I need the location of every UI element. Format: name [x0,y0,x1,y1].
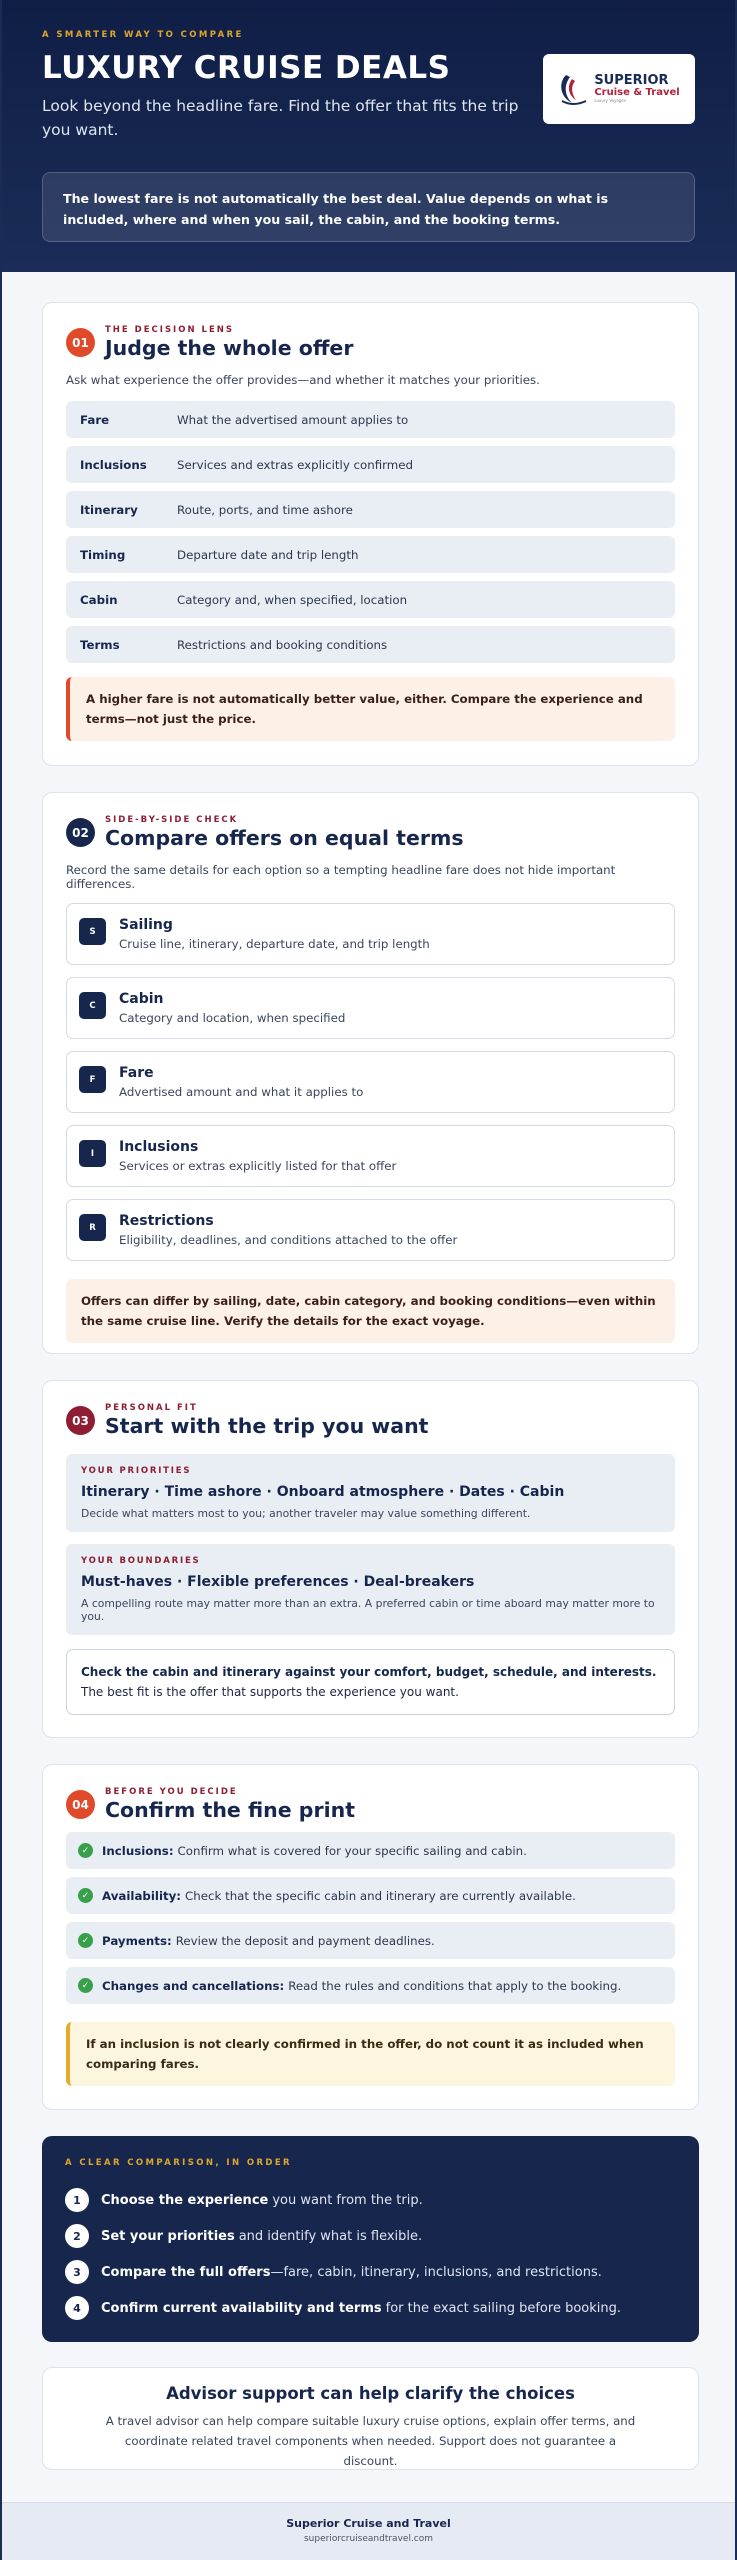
lens-text: Departure date and trip length [177,547,359,562]
compare-letter-badge: I [79,1140,106,1167]
priorities-title: Itinerary · Time ashore · Onboard atmosphere · Dates · Cabin [81,1484,565,1500]
compare-letter-badge: S [79,918,106,945]
lens-label: Timing [80,547,126,562]
lens-label: Itinerary [80,502,138,517]
section-title: Compare offers on equal terms [105,826,464,850]
check-label: Availability: [102,1888,182,1903]
step-item [65,2188,676,2212]
logo-text [594,74,679,104]
advisor-title: Advisor support can help clarify the choices [166,2384,575,2403]
section-intro: Ask what experience the offer provides—and whether it matches your priorities. [66,373,540,387]
boundaries-desc: A compelling route may matter more than an extra. A preferred cabin or time aboard may matter more to you. [81,1597,655,1623]
priorities-kicker: YOUR PRIORITIES [81,1466,192,1476]
footer [2,2502,735,2560]
compare-item [66,1051,675,1113]
section-kicker: PERSONAL FIT [105,1403,198,1413]
hero-callout: The lowest fare is not automatically the best deal. Value depends on what is included, where and when you sail, the cabin, and the booking terms. [42,172,695,242]
step-bold: Choose the experience [101,2192,269,2208]
boundaries-kicker: YOUR BOUNDARIES [81,1556,201,1566]
section-number-badge: 01 [66,328,95,357]
step-rest: you want from the trip. [272,2192,423,2208]
logo-line1: SUPERIOR [594,73,669,88]
fit-note-bold: Check the cabin and itinerary against your comfort, budget, schedule, and interests. [81,1665,657,1679]
section-number-badge: 04 [66,1790,95,1819]
section-header [66,1787,675,1822]
compare-list [66,903,675,1261]
lens-label: Inclusions [80,457,147,472]
lens-text: Services and extras explicitly confirmed [177,457,414,472]
logo-line3: Luxury Voyages [594,98,626,103]
section-header [66,325,675,360]
compare-letter-badge: F [79,1066,106,1093]
section-intro: Record the same details for each option so a tempting headline fare does not hide important differences. [66,863,616,891]
step-rest: for the exact sailing before booking. [385,2300,621,2316]
section-title: Judge the whole offer [105,336,354,360]
priorities-box [66,1454,675,1532]
compare-item [66,903,675,965]
lens-row [66,401,675,438]
advisor-text: A travel advisor can help compare suitable luxury cruise options, explain offer terms, and coordinate related travel components when needed. Support does not guarantee a discount. [105,2414,636,2468]
lens-label: Cabin [80,592,118,607]
compare-title: Fare [119,1065,154,1081]
priorities-desc: Decide what matters most to you; another traveler may value something different. [81,1507,531,1520]
fit-note [66,1649,675,1715]
lens-row [66,536,675,573]
checkmark-icon: ✓ [78,1843,93,1858]
steps-kicker: A CLEAR COMPARISON, IN ORDER [65,2158,293,2168]
checkmark-icon: ✓ [78,1978,93,1993]
fit-note-rest: The best fit is the offer that supports the experience you want. [81,1685,459,1699]
checkmark-icon: ✓ [78,1888,93,1903]
step-rest: —fare, cabin, itinerary, inclusions, and restrictions. [270,2264,602,2280]
check-row [66,1877,675,1914]
compare-item [66,1125,675,1187]
section-kicker: THE DECISION LENS [105,325,234,335]
boundaries-box [66,1544,675,1635]
section-header [66,815,675,850]
check-label: Payments: [102,1933,172,1948]
checklist [66,1832,675,2004]
offer-differences-note: Offers can differ by sailing, date, cabin category, and booking conditions—even within the same cruise line. Verify the details for the exact voyage. [66,1279,675,1343]
step-number: 2 [65,2224,89,2248]
check-row [66,1967,675,2004]
lens-row [66,581,675,618]
section-title: Confirm the fine print [105,1798,355,1822]
compare-desc: Eligibility, deadlines, and conditions attached to the offer [119,1233,458,1247]
section-side-by-side [42,792,699,1354]
footer-company-name: Superior Cruise and Travel [286,2517,451,2530]
lens-list [66,401,675,663]
compare-letter-badge: C [79,992,106,1019]
cruise-swirl-icon [558,71,588,107]
compare-desc: Category and location, when specified [119,1011,346,1025]
hero-kicker: A SMARTER WAY TO COMPARE [42,30,244,40]
lens-label: Terms [80,637,120,652]
steps-list [65,2188,676,2320]
compare-title: Cabin [119,991,164,1007]
step-rest: and identify what is flexible. [238,2228,423,2244]
check-text: Check that the specific cabin and itinerary are currently available. [185,1888,576,1903]
compare-title: Restrictions [119,1213,214,1229]
logo-line2: Cruise & Travel [594,87,680,98]
compare-item [66,977,675,1039]
lens-text: Route, ports, and time ashore [177,502,353,517]
section-kicker: BEFORE YOU DECIDE [105,1787,238,1797]
lens-label: Fare [80,412,110,427]
hero-subtitle: Look beyond the headline fare. Find the offer that fits the trip you want. [42,97,519,139]
footer-website-link[interactable]: superiorcruiseandtravel.com [303,2534,434,2544]
lens-row [66,626,675,663]
check-row [66,1832,675,1869]
step-number: 1 [65,2188,89,2212]
check-label: Inclusions: [102,1843,174,1858]
advisor-support [42,2367,699,2470]
lens-text: Restrictions and booking conditions [177,637,388,652]
check-row [66,1922,675,1959]
compare-item [66,1199,675,1261]
hero-title: LUXURY CRUISE DEALS [42,50,451,86]
section-kicker: SIDE-BY-SIDE CHECK [105,815,239,825]
lens-row [66,446,675,483]
step-bold: Confirm current availability and terms [101,2300,382,2316]
checkmark-icon: ✓ [78,1933,93,1948]
section-title: Start with the trip you want [105,1414,429,1438]
step-number: 3 [65,2260,89,2284]
section-header [66,1403,675,1438]
lens-row [66,491,675,528]
lens-text: What the advertised amount applies to [177,412,409,427]
check-label: Changes and cancellations: [102,1978,285,1993]
comparison-steps [42,2136,699,2342]
brand-logo[interactable] [543,54,695,124]
step-bold: Set your priorities [101,2228,235,2244]
value-alert: A higher fare is not automatically better value, either. Compare the experience and terms—not just the price. [66,677,675,741]
compare-title: Inclusions [119,1139,199,1155]
section-fine-print [42,1764,699,2110]
step-item [65,2260,676,2284]
inclusion-alert: If an inclusion is not clearly confirmed in the offer, do not count it as included when comparing fares. [66,2022,675,2086]
step-item [65,2224,676,2248]
check-text: Confirm what is covered for your specific sailing and cabin. [177,1843,527,1858]
compare-desc: Advertised amount and what it applies to [119,1085,364,1099]
step-bold: Compare the full offers [101,2264,271,2280]
step-item [65,2296,676,2320]
compare-desc: Services or extras explicitly listed for that offer [119,1159,397,1173]
compare-letter-badge: R [79,1214,106,1241]
step-number: 4 [65,2296,89,2320]
boundaries-title: Must-haves · Flexible preferences · Deal-breakers [81,1574,475,1590]
hero-banner [2,0,735,272]
check-text: Read the rules and conditions that apply to the booking. [288,1978,622,1993]
section-personal-fit [42,1380,699,1738]
lens-text: Category and, when specified, location [177,592,408,607]
section-decision-lens [42,302,699,766]
section-number-badge: 03 [66,1406,95,1435]
compare-title: Sailing [119,917,173,933]
check-text: Review the deposit and payment deadlines. [175,1933,435,1948]
compare-desc: Cruise line, itinerary, departure date, and trip length [119,937,430,951]
section-number-badge: 02 [66,818,95,847]
